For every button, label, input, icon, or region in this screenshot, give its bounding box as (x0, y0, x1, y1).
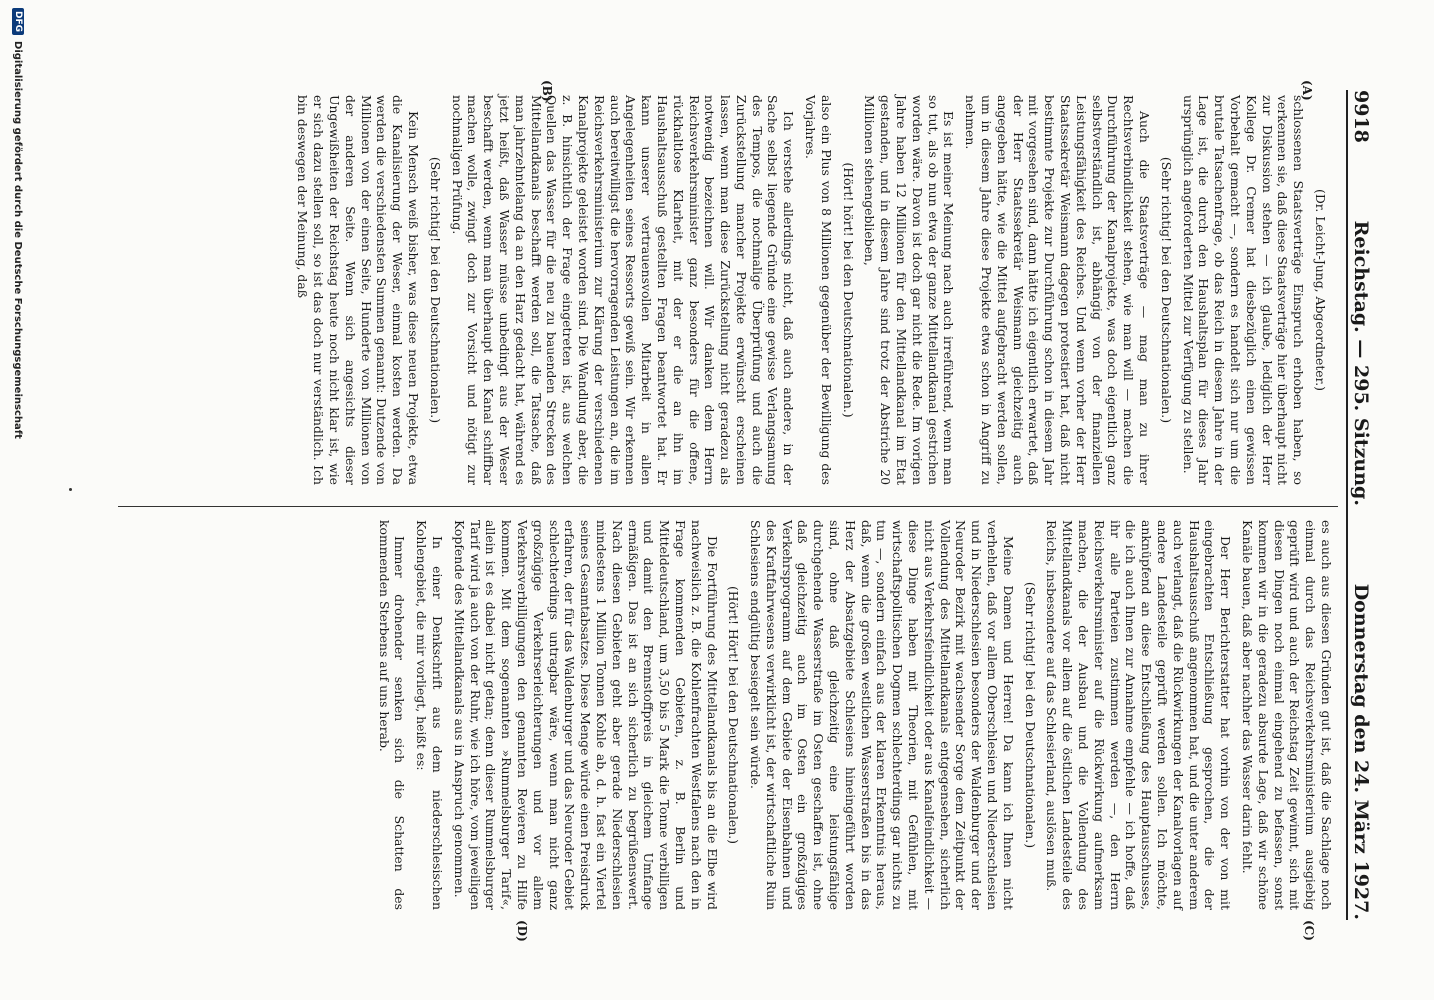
paragraph: Der Herr Berichterstatter hat vorhin von der von mit eingebrachten Entschließung gesprochen, die der Haushaltsausschuß angenommen hat, und die unter anderem auch verlangt, daß die Rückwirkungen der Kanalvorlagen auf andere Landesteile geprüft werden sollen. Ich möchte, anknüpfend an diese Entschließung des Hauptausschusses, die ich auch Ihnen zur Annahme empfehle — ich hoffe, daß ihr alle Parteien zustimmen werden —, den Herrn Reichsverkehrsminister auf die Rückwirkung aufmerksam machen, die der Ausbau und die Vollendung des Mittellandkanals vor allem auf die östlichen Landesteile des Reichs, insbesondere auf das Schlesierland, auslösen muß. (1044, 520, 1234, 910)
paragraph: schlossenen Staatsverträge Einspruch erhoben haben, so verkennen sie, daß diese Staatsverträge hier überhaupt nicht zur Diskussion stehen — ich glaube, lediglich der Herr Kollege Dr. Cremer hat diesbezüglich einen gewissen Vorbehalt gemacht —, sondern es handelt sich nur um die brutale Tatsachenfrage, ob das Reich in diesem Jahre in der Lage ist, die durch den Haushaltsplan für dieses Jahr ursprünglich angeforderten Mittel zur Verfügung zu stellen. (1180, 95, 1307, 485)
quotation: Immer drohender senken sich die Schatten des kommenden Sterbens auf uns herab. (376, 520, 408, 910)
interjection: (Sehr richtig! bei den Deutschnationalen.) (427, 156, 443, 424)
margin-marker-d: (D) (515, 920, 529, 942)
interjection: (Sehr richtig! bei den Deutschnationalen.) (1022, 581, 1038, 849)
header-date: Donnerstag den 24. März 1927. (1350, 583, 1372, 920)
paragraph: also ein Plus von 8 Millionen gegenüber der Bewilligung des Vorjahres. (803, 95, 834, 485)
right-column (370, 520, 1334, 910)
speaker-line: (Dr. Leicht-Jung, Abgeordneter.) (1313, 189, 1328, 391)
interjection: (Hört! hört! bei den Deutschnationalen.) (840, 162, 856, 418)
paragraph: Kein Mensch weiß bisher, was diese neuen Projekte, etwa die Kanalisierung der Weser, einmal kosten werden. Da werden die verschiedensten Summen genannt: Dutzende von Millionen von der einen Seite, Hunderte von Millionen von der anderen Seite. Wenn sich angesichts dieser Ungewißheiten der Reichstag heute noch nicht klar ist, wie er sich dazu stellen soll, so ist das doch nur verständlich. Ich bin deswegen der Meinung, daß (295, 95, 421, 485)
page-number: 9918 (1350, 90, 1372, 143)
paragraph: Meine Damen und Herren! Da kann ich Ihnen nicht verhehlen, daß vor allem Oberschlesien und Niederschlesien und in Niederschlesien besonders der Waldenburger und der Neuroder Bezirk mit wachsender Sorge dem Zeitpunkt der Vollendung des Mittellandkanals entgegensehen, sicherlich nicht aus Verkehrsfeindlichkeit oder aus Kanalfeindlichkeit — diese Dinge haben mit Theorien, mit Gefühlen, mit wirtschaftspolitischen Dogmen schlechterdings gar nichts zu tun —, sondern einfach aus der klaren Erkenntnis heraus, daß, wenn die großen westlichen Wasserstraßen bis in das Herz der Absatzgebiete Schlesiens hineingeführt worden sind, ohne daß gleichzeitig eine leistungsfähige durchgehende Wasserstraße im Osten geschaffen ist, ohne daß gleichzeitig auch im Osten ein großzügiges Verkehrsprogramm auf dem Gebiete der Eisenbahnen und des Kraftfahrwesens verwirklicht ist, der wirtschaftliche Ruin Schlesiens endgültig besiegelt sein würde. (748, 520, 1016, 910)
paragraph: In einer Denkschrift aus dem niederschlesischen Kohlengebiet, die mir vorliegt, heißt es: (414, 520, 445, 910)
margin-marker-c: (C) (1302, 920, 1316, 941)
scan-speck (69, 488, 72, 491)
page-header (1346, 90, 1374, 920)
paragraph: es auch aus diesen Gründen gut ist, daß die Sachlage noch einmal durch das Reichsverkehrsministerium ausgiebig geprüft wird und auch der Reichstag Zeit gewinnt, sich mit diesen Dingen noch einmal eingehend zu befassen, sonst kommen wir in die geradezu absurde Lage, daß wir schöne Kanäle bauen, daß aber nachher das Wasser darin fehlt. (1240, 520, 1334, 910)
left-column (289, 95, 1334, 485)
dfg-logo-icon: DFG (12, 8, 24, 35)
paragraph: Auch die Staatsverträge — mag man zu ihrer Rechtsverbindlichkeit stehen, wie man will — machen die Durchführung der Kanalprojekte, was doch eigentlich ganz selbstverständlich ist, abhängig von der finanziellen Leistungsfähigkeit des Reiches. Und wenn vorher der Herr Staatssekretär Weismann dagegen protestiert hat, daß nicht bestimmte Projekte zur Durchführung schon in diesem Jahr mit vorgesehen sind, dann hätte ich eigentlich erwartet, daß der Herr Staatssekretär Weismann gleichzeitig auch angegeben hätte, wie die Mittel aufgebracht werden sollen, um in diesem Jahre diese Projekte etwa schon in Angriff zu nehmen. (963, 95, 1153, 485)
interjection: (Hört! Hört! bei den Deutschnationalen.) (726, 585, 742, 845)
paragraph: Ich verstehe allerdings nicht, daß auch andere, in der Sache selbst liegende Gründe eine gewisse Verlangsamung des Tempos, die nochmalige Überprüfung und auch die Zurückstellung mancher Projekte erwünscht erscheinen lassen, wenn man diese Zurückstellung nicht geradezu als notwendig bezeichnen will. Wir danken dem Herrn Reichsverkehrsminister ganz besonders für die offene, rückhaltlose Klarheit, mit der er die an ihn im Haushaltsausschuß gestellten Fragen beantwortet hat. Er kann unserer vertrauensvollen Mitarbeit in allen Angelegenheiten seines Ressorts gewiß sein. Wir erkennen auch bereitwilligst die hervorragenden Leistungen an, die im Reichsverkehrsministerium zur Klärung der verschiedenen Kanalprojekte geleistet worden sind. Die Wandlung aber, die z. B. hinsichtlich der Frage eingetreten ist, aus welchen Quellen das Wasser für die neu zu bauenden Strecken des Mittellandkanals beschafft werden soll, die Tatsache, daß man jahrzehntelang da an den Harz gedacht hat, während es jetzt heißt, daß Wasser müsse unbedingt aus der Weser beschafft werden, wenn man überhaupt den Kanal schiffbar machen wolle, zwingt doch zur Vorsicht und nötigt zur nochmaligen Prüfung. (449, 95, 797, 485)
paragraph: Die Fortführung des Mittellandkanals bis an die Elbe wird nachweislich z. B. die Kohlenfrachten Westfalens nach den in Frage kommenden Gebieten, z. B. Berlin und Mitteldeutschland, um 3,50 bis 5 Mark die Tonne verbilligen und damit den Brennstoffpreis in gleichem Umfange ermäßigen. Das ist an sich sicherlich zu begrüßenswert. Nach diesen Gebieten geht aber gerade Niederschlesien mindestens 1 Million Tonnen Kohle ab, d. h. fast ein Viertel seines Gesamtabsatzes. Diese Menge würde einen Preisdruck erfahren, der für das Waldenburger und das Neuroder Gebiet schlechterdings untragbar wäre, wenn man nicht ganz großzügige Verkehrserleichterungen und vor allem Verkehrsverbilligungen den genannten Revieren zu Hilfe kommen. Mit dem sogenannten »Rummelsburger Tarif«, allein ist es dabei nicht getan; denn dieser Rummelsburger Tarif wird ja auch von der Ruhr, wie ich höre, vom jeweiligen Kopfende des Mittellandkanals aus in Anspruch genommen. (451, 520, 720, 910)
margin-marker-b: (B) (540, 80, 554, 102)
paragraph: Es ist meiner Meinung nach auch irreführend, wenn man so tut, als ob nun etwa der ganze Mittellandkanal gestrichen worden wäre. Davon ist doch gar nicht die Rede. Im vorigen Jahre haben 12 Millionen für den Mittellandkanal im Etat gestanden, und in diesem Jahre sind trotz der Abstriche 20 Millionen stehengeblieben, (862, 95, 957, 485)
credit-text: Digitalisierung gefördert durch die Deutsche Forschungsgemeinschaft (12, 41, 24, 439)
digitization-credit (7, 0, 29, 1000)
column-divider (118, 506, 1338, 507)
header-session: Reichstag. — 295. Sitzung. (1350, 220, 1372, 506)
interjection: (Sehr richtig! bei den Deutschnationalen.) (1158, 156, 1174, 424)
margin-marker-a: (A) (1300, 80, 1314, 101)
